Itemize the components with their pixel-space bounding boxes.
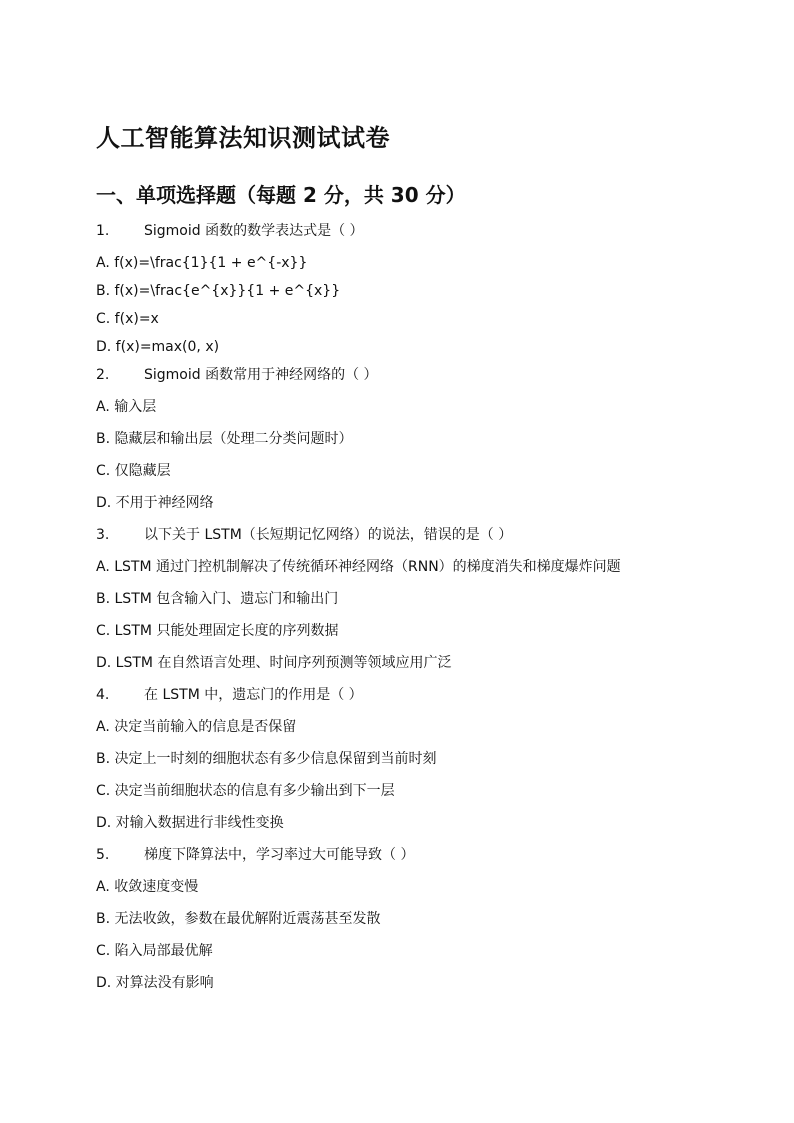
section-heading: 一、单项选择题（每题 2 分，共 30 分）	[96, 183, 466, 207]
option-b: B. 隐藏层和输出层（处理二分类问题时）	[96, 431, 353, 447]
option-d: D. 不用于神经网络	[96, 495, 214, 511]
option-a: A. f(x)=\frac{1}{1 + e^{-x}}	[96, 255, 308, 271]
question-number: 4.	[96, 687, 110, 703]
question-number: 2.	[96, 367, 110, 383]
option-c: C. f(x)=x	[96, 311, 159, 327]
question-2	[96, 364, 736, 514]
question-list	[96, 220, 736, 1004]
question-stem	[96, 684, 736, 706]
question-3	[96, 524, 736, 674]
option-b: B. LSTM 包含输入门、遗忘门和输出门	[96, 591, 339, 607]
option-c: C. 仅隐藏层	[96, 463, 171, 479]
option-d: D. f(x)=max(0, x)	[96, 339, 220, 355]
question-stem	[96, 524, 736, 546]
question-text: 在 LSTM 中，遗忘门的作用是（ ）	[144, 687, 363, 703]
question-text: Sigmoid 函数常用于神经网络的（ ）	[144, 367, 378, 383]
option-c: C. 决定当前细胞状态的信息有多少输出到下一层	[96, 783, 395, 799]
option-a: A. 收敛速度变慢	[96, 879, 199, 895]
option-a: A. 决定当前输入的信息是否保留	[96, 719, 297, 735]
option-b: B. 无法收敛，参数在最优解附近震荡甚至发散	[96, 911, 381, 927]
question-text: 以下关于 LSTM（长短期记忆网络）的说法，错误的是（ ）	[144, 527, 513, 543]
option-d: D. LSTM 在自然语言处理、时间序列预测等领域应用广泛	[96, 655, 452, 671]
question-number: 3.	[96, 527, 110, 543]
document-title: 人工智能算法知识测试试卷	[96, 124, 390, 152]
option-c: C. 陷入局部最优解	[96, 943, 213, 959]
option-b: B. 决定上一时刻的细胞状态有多少信息保留到当前时刻	[96, 751, 437, 767]
question-text: 梯度下降算法中，学习率过大可能导致（ ）	[144, 847, 415, 863]
question-stem	[96, 844, 736, 866]
question-5	[96, 844, 736, 994]
option-a: A. 输入层	[96, 399, 157, 415]
option-d: D. 对算法没有影响	[96, 975, 214, 991]
question-text: Sigmoid 函数的数学表达式是（ ）	[144, 223, 364, 239]
question-stem	[96, 364, 736, 386]
option-a: A. LSTM 通过门控机制解决了传统循环神经网络（RNN）的梯度消失和梯度爆炸问题	[96, 559, 621, 575]
option-c: C. LSTM 只能处理固定长度的序列数据	[96, 623, 339, 639]
option-b: B. f(x)=\frac{e^{x}}{1 + e^{x}}	[96, 283, 341, 299]
option-d: D. 对输入数据进行非线性变换	[96, 815, 284, 831]
question-4	[96, 684, 736, 834]
question-stem	[96, 220, 736, 242]
question-number: 1.	[96, 223, 110, 239]
question-number: 5.	[96, 847, 110, 863]
question-1	[96, 220, 736, 358]
